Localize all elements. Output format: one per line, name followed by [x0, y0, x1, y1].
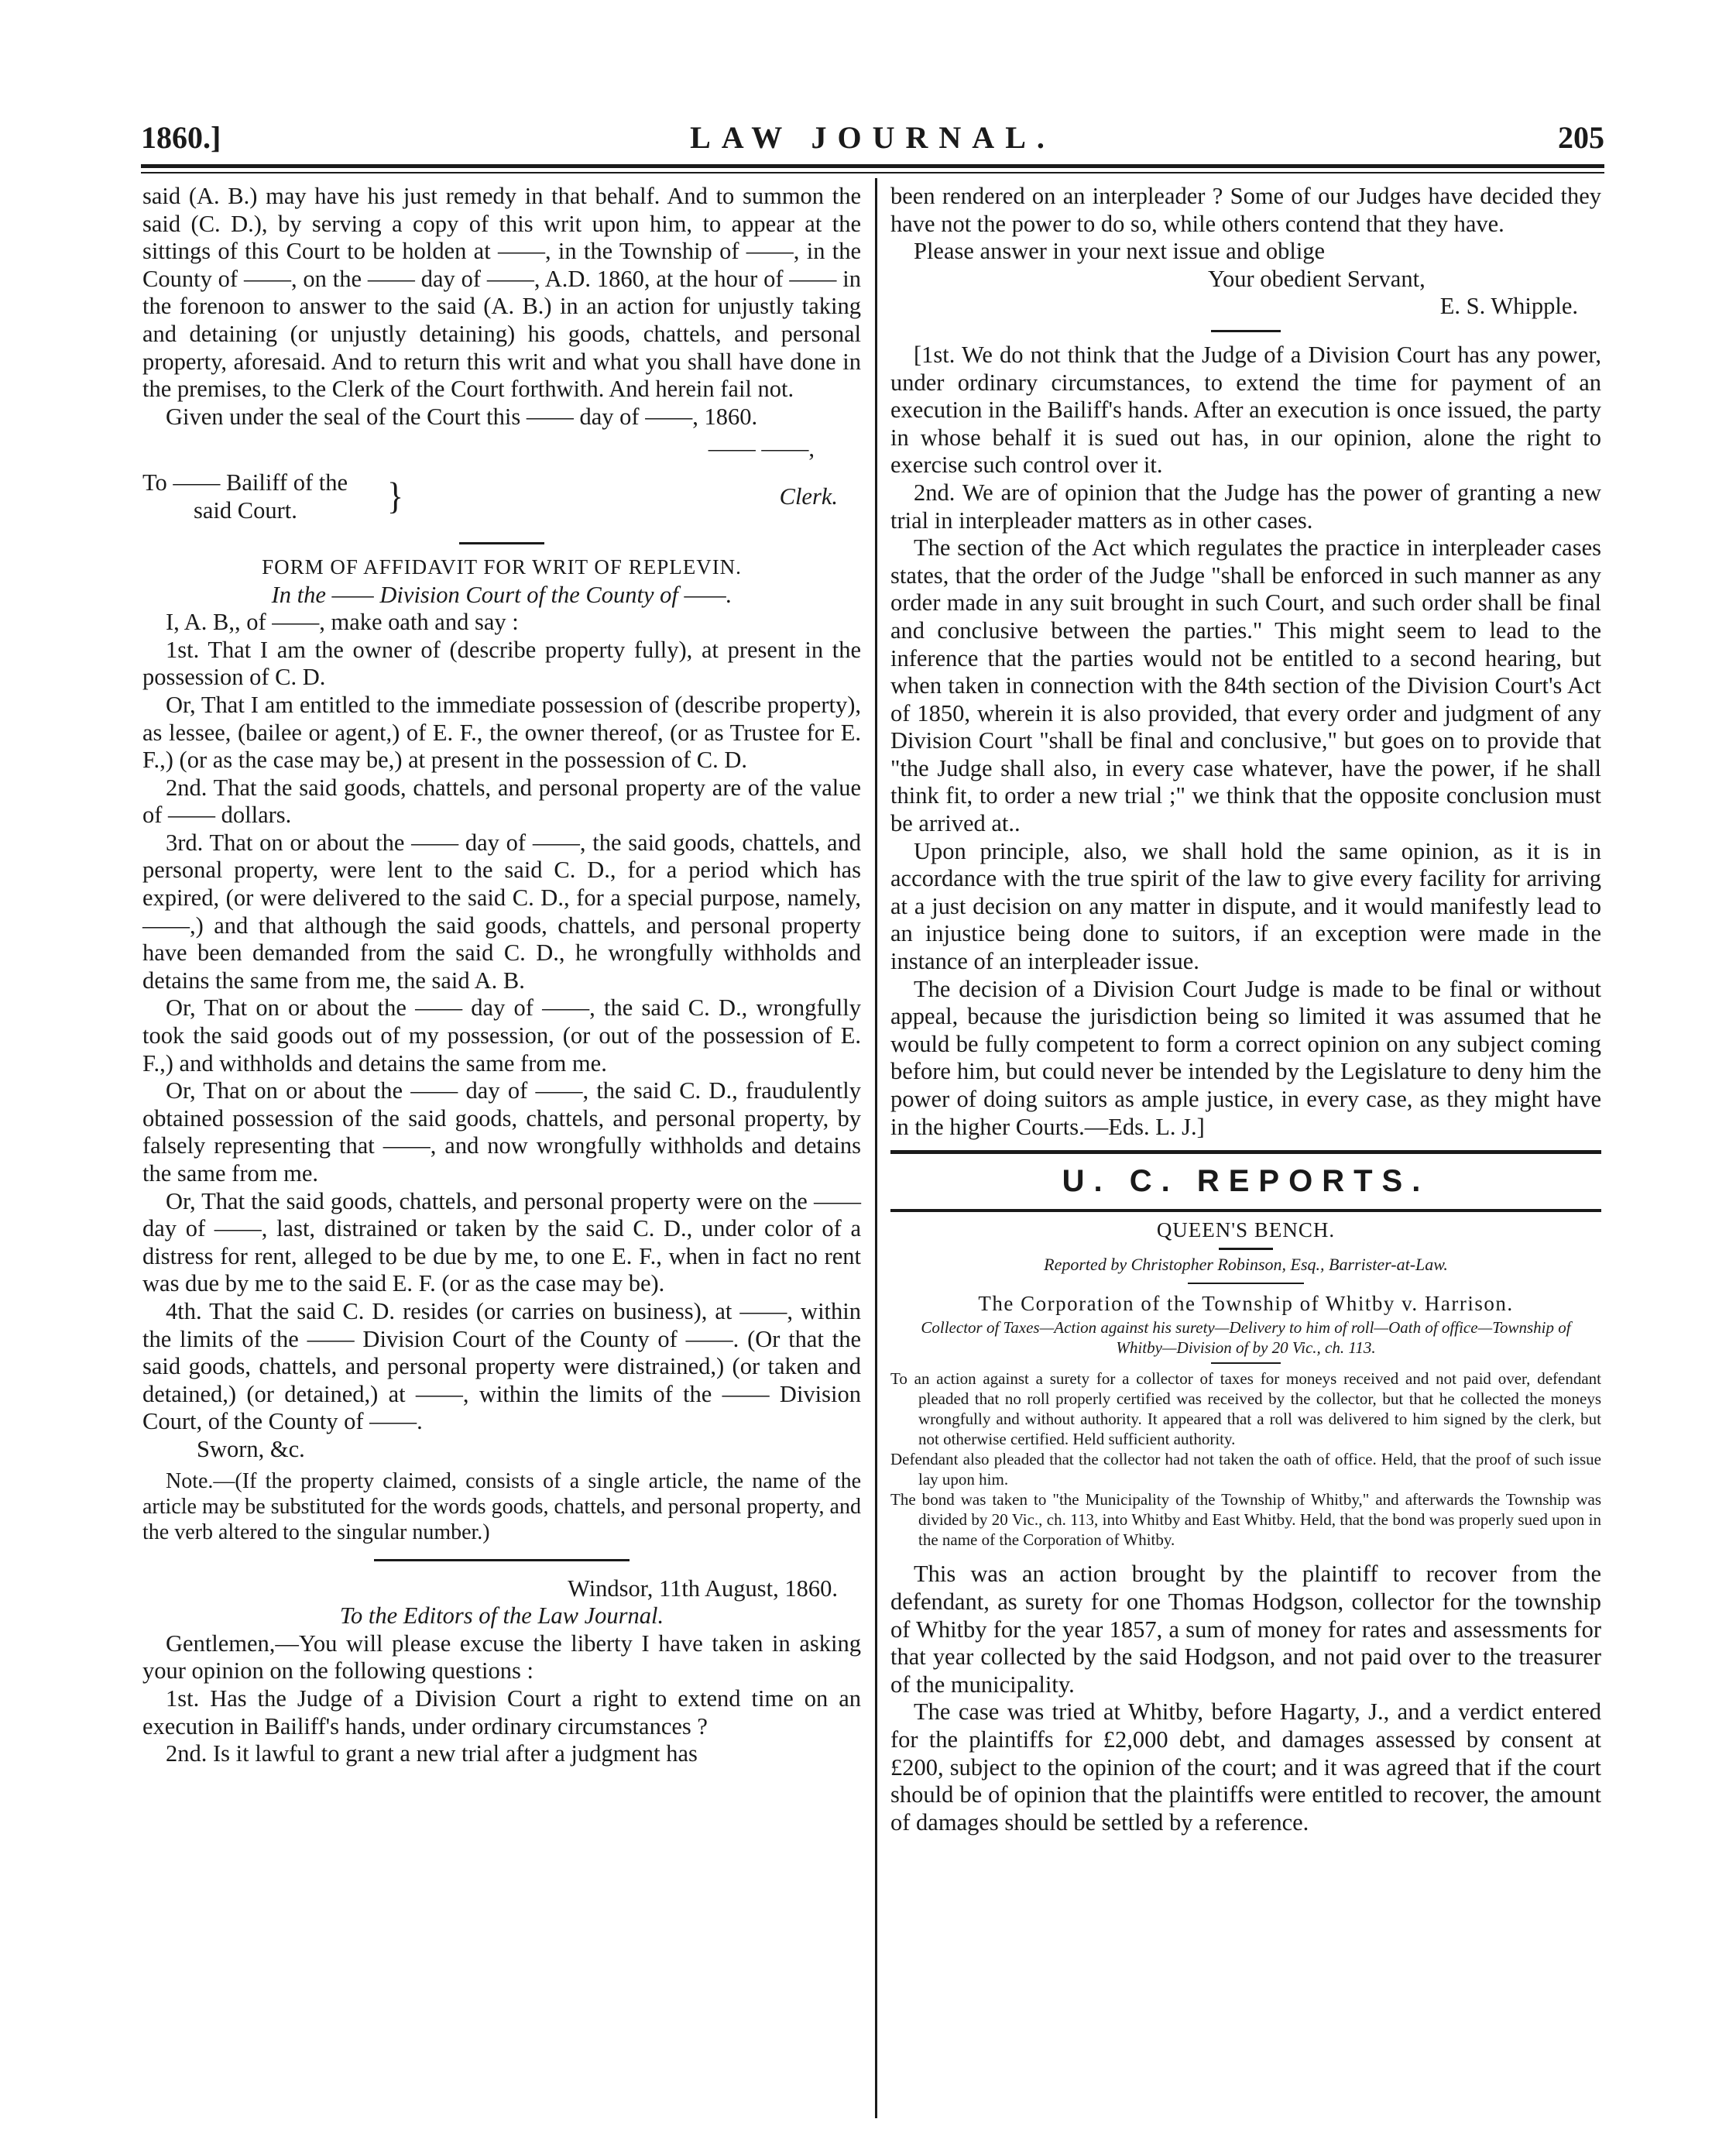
or-clause-3: Or, That on or about the —— day of ——, the said C. D., fraudulently obtained possession of the said goods, chattels, and personal property, by falsely representing that ——, and now wrongfully withholds and detains the same from me.	[142, 1077, 861, 1187]
to-line-2: said Court.	[194, 496, 297, 524]
court-name: QUEEN'S BENCH.	[1156, 1218, 1336, 1242]
third-clause: 3rd. That on or about the —— day of ——, the said goods, chattels, and personal property, were lent to the said C. D., for a period which has expired, (or were delivered to the said C. D., for a special purpose, namely, ——,) and that although the said goods, chattels, and personal property have been demanded from the said C. D., he wrongfully withholds and detains the same from me, the said A. B.	[142, 829, 861, 994]
signer: E. S. Whipple.	[1439, 293, 1578, 320]
decision-paragraph: The decision of a Division Court Judge is made to be final or without appeal, because the jurisdiction being so limited it was assumed that he would be fully competent to form a correct opinion on any subject coming before him, but could never be intended by the Legislature to deny him the power of doing suitors as ample justice, in every case, as they might have in the higher Courts.—Eds. L. J.]	[890, 975, 1601, 1140]
question-2-continued: been rendered on an interpleader ? Some of our Judges have decided they have not the power to do so, while others contend that they have.	[890, 183, 1601, 237]
fourth-clause: 4th. That the said C. D. resides (or carries on business), at ——, within the limits of the —— Division Court of the County of ——. (Or that the said goods, chattels, and personal property were distrained,) (or taken and detained,) (or detained,) at ——, within the limits of the —— Division Court, of the County of ——.	[142, 1297, 861, 1435]
case-syllabus: Collector of Taxes—Action against his surety—Delivery to him of roll—Oath of office—Township of Whitby—Division of by 20 Vic., ch. 113.	[921, 1318, 1571, 1358]
reporter-line: Reported by Christopher Robinson, Esq., Barrister-at-Law.	[1044, 1254, 1448, 1274]
or-clause-1: Or, That I am entitled to the immediate possession of (describe property), as lessee, (bailee or agent,) of E. F., the owner thereof, (or as Trustee for E. F.,) (or as the case may be,) at present in the possession of C. D.	[142, 691, 861, 774]
column-divider	[875, 178, 877, 2118]
servant-line: Your obedient Servant,	[1208, 265, 1426, 292]
header-rule	[141, 164, 1604, 168]
court-line: In the —— Division Court of the County of ——.	[271, 581, 732, 608]
divider	[459, 542, 544, 544]
to-line-1: To —— Bailiff of the	[142, 469, 348, 496]
divider	[1219, 1248, 1273, 1250]
right-column	[890, 183, 1601, 1836]
second-clause: 2nd. That the said goods, chattels, and personal property are of the value of —— dollars.	[142, 774, 861, 829]
trial-paragraph: The case was tried at Whitby, before Hagarty, J., and a verdict entered for the plaintiffs for £2,000 debt, and damages assessed by consent at £200, subject to the opinion of the court; and it was agreed that if the court should be of opinion that the plaintiffs were entitled to recover, the amount of damages should be settled by a reference.	[890, 1698, 1601, 1836]
to-editors: To the Editors of the Law Journal.	[339, 1602, 664, 1630]
headnote-3: The bond was taken to "the Municipality of the Township of Whitby," and afterwards the Township was divided by 20 Vic., ch. 113, into Whitby and East Whitby. Held, that the bond was properly sued upon in the name of the Corporation of Whitby.	[890, 1490, 1601, 1550]
reports-title: U. C. REPORTS.	[1062, 1164, 1430, 1199]
please-line: Please answer in your next issue and oblige	[914, 238, 1326, 265]
banner-rule-top	[890, 1150, 1601, 1154]
banner-rule-bottom	[890, 1209, 1601, 1212]
oath-line: I, A. B,, of ——, make oath and say :	[166, 609, 519, 636]
question-1: 1st. Has the Judge of a Division Court a right to extend time on an execution in Bailiff's hands, under ordinary circumstances ?	[142, 1685, 861, 1739]
header-rule-thin	[141, 172, 1604, 173]
clerk-label: Clerk.	[779, 483, 838, 510]
or-clause-4: Or, That the said goods, chattels, and personal property were on the —— day of ——, last, distrained or taken by the said C. D., under color of a distress for rent, alleged to be due by me, to one E. F., when in fact no rent was due by me to the said E. F. (or as the case may be).	[142, 1187, 861, 1297]
running-header	[141, 116, 1604, 160]
divider	[374, 1559, 630, 1561]
answer-1: [1st. We do not think that the Judge of a Division Court has any power, under ordinary circumstances, to extend the time for payment of an execution in the Bailiff's hands. After an execution is once issued, the party in whose behalf it is sued out has, in our opinion, alone the right to exercise such control over it.	[890, 341, 1601, 479]
principle-paragraph: Upon principle, also, we shall hold the same opinion, as it is in accordance with the true spirit of the law to give every facility for arriving at a just decision on any matter in dispute, and it would manifestly lead to an injustice being done to suitors, if an exception were made in the instance of an interpleader issue.	[890, 837, 1601, 975]
letter-salutation: Gentlemen,—You will please excuse the liberty I have taken in asking your opinion on the following questions :	[142, 1630, 861, 1685]
form-heading: FORM OF AFFIDAVIT FOR WRIT OF REPLEVIN.	[262, 555, 742, 579]
dateline: Windsor, 11th August, 1860.	[568, 1575, 838, 1602]
header-page-number: 205	[1558, 120, 1604, 155]
reports-banner	[890, 1149, 1601, 1214]
note-paragraph: Note.—(If the property claimed, consists of a single article, the name of the article may be substituted for the words goods, chattels, and personal property, and the verb altered to the singular number.)	[142, 1468, 861, 1544]
section-paragraph: The section of the Act which regulates the practice in interpleader cases states, that the order of the Judge "shall be enforced in such manner as any order made in any suit brought in such Court, and such order shall be final and conclusive between the parties." This might seem to lead to the inference that the parties would not be entitled to a second hearing, but when taken in connection with the 84th section of the Division Court's Act of 1850, wherein it is also provided, that every order and judgment of any Division Court "shall be final and conclusive," but goes on to provide that "the Judge shall also, in every case whatever, have the power, if he shall think fit, to order a new trial ;" we think that the opposite conclusion must be arrived at..	[890, 534, 1601, 837]
action-paragraph: This was an action brought by the plaintiff to recover from the defendant, as surety for one Thomas Hodgson, collector for the township of Whitby for the year 1857, a sum of money for rates and assessments for that year collected by the said Hodgson, and not paid over to the treasurer of the municipality.	[890, 1561, 1601, 1698]
case-title: The Corporation of the Township of Whitby v. Harrison.	[978, 1291, 1514, 1315]
question-2: 2nd. Is it lawful to grant a new trial after a judgment has	[166, 1740, 698, 1767]
headnote-1: To an action against a surety for a collector of taxes for moneys received and not paid over, defendant pleaded that no roll properly certified was received by the collector, but that he collected the moneys wrongfully and without authority. It appeared that a roll was delivered to him signed by the clerk, but not otherwise certified. Held sufficient authority.	[890, 1369, 1601, 1449]
left-column	[142, 183, 861, 1768]
sworn-line: Sworn, &c.	[197, 1435, 305, 1462]
header-title: LAW JOURNAL.	[690, 120, 1055, 155]
header-year: 1860.]	[141, 120, 221, 155]
answer-2: 2nd. We are of opinion that the Judge has the power of granting a new trial in interpleader matters as in other cases.	[890, 479, 1601, 534]
writ-paragraph: said (A. B.) may have his just remedy in that behalf. And to summon the said (C. D.), by serving a copy of this writ upon him, to appear at the sittings of this Court to be holden at ——, in the Township of ——, in the County of ——, on the —— day of ——, A.D. 1860, at the hour of —— in the forenoon to answer to the said (A. B.) in an action for unjustly taking and detaining (or unjustly detaining) his goods, chattels, and personal property, aforesaid. And to return this writ and what you shall have done in the premises, to the Clerk of the Court forthwith. And herein fail not.	[142, 183, 861, 403]
divider	[1211, 330, 1281, 332]
given-line: Given under the seal of the Court this —— day of ——, 1860.	[166, 403, 758, 430]
divider	[1188, 1283, 1304, 1284]
to-bailiff-block	[142, 469, 861, 533]
or-clause-2: Or, That on or about the —— day of ——, the said C. D., wrongfully took the said goods out of my possession, (or out of the possession of E. F.,) and withholds and detains the same from me.	[142, 994, 861, 1077]
headnote-2: Defendant also pleaded that the collector had not taken the oath of office. Held, that the proof of such issue lay upon him.	[890, 1450, 1601, 1489]
first-clause: 1st. That I am the owner of (describe property fully), at present in the possession of C. D.	[142, 636, 861, 691]
brace: }	[387, 475, 404, 517]
signature-dash: —— ——,	[708, 435, 815, 462]
divider	[1211, 1362, 1281, 1364]
